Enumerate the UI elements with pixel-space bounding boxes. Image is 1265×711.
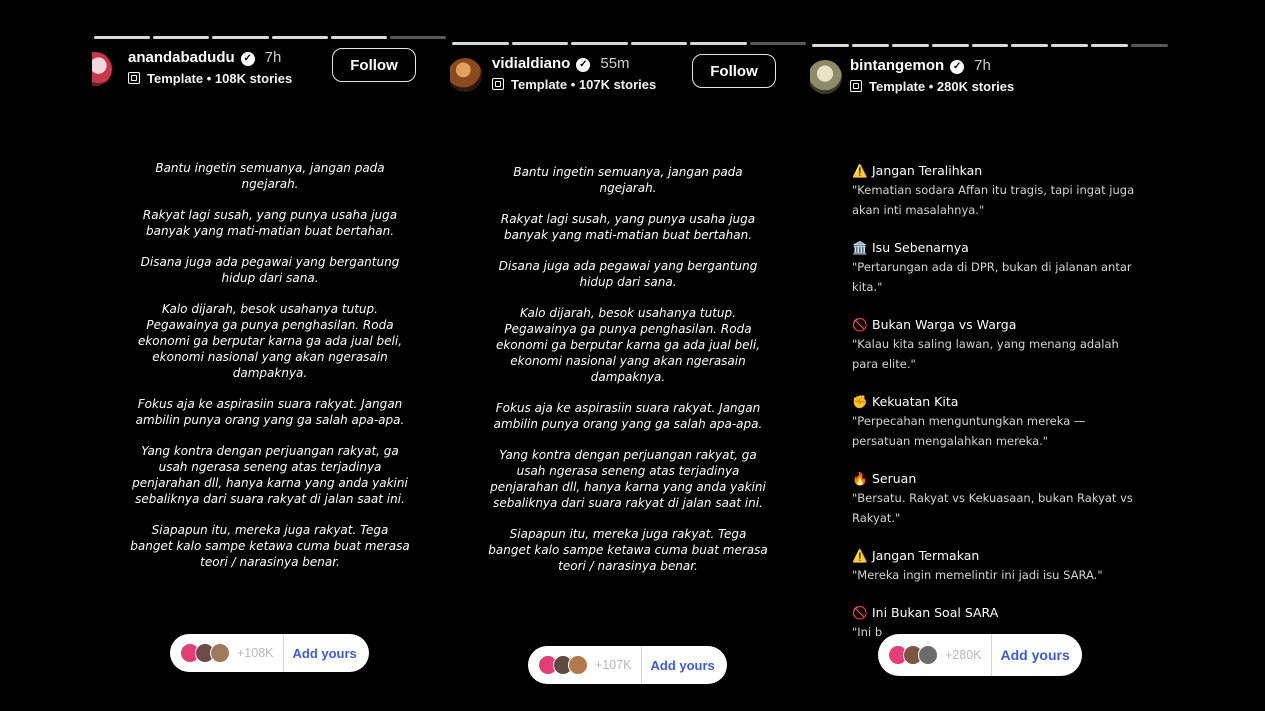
participant-avatars bbox=[170, 643, 230, 663]
story-paragraph: Kalo dijarah, besok usahanya tutup. Pegawainya ga punya penghasilan. Roda ekonomi ga berputar karna ga ada jual beli, ekonomi nasional yang akan ngerasain dampaknya. bbox=[495, 306, 761, 384]
item-quote: "Pertarungan ada di DPR, bukan di jalanan antar kita." bbox=[852, 260, 1132, 294]
story-progress-bars bbox=[812, 44, 1168, 47]
building-icon: 🏛️ bbox=[852, 240, 868, 255]
avatar bbox=[210, 643, 230, 663]
item-title: Jangan Termakan bbox=[872, 548, 980, 563]
participant-count: +280K bbox=[945, 648, 982, 662]
template-icon bbox=[128, 72, 140, 84]
username-text: bintangemon bbox=[850, 57, 945, 74]
post-time: 7h bbox=[264, 49, 282, 66]
story-text bbox=[450, 164, 806, 589]
template-meta: Template • 107K stories bbox=[511, 77, 657, 92]
story-paragraph: Bantu ingetin semuanya, jangan pada ngejarah. bbox=[513, 165, 743, 195]
story-paragraph: Yang kontra dengan perjuangan rakyat, ga usah ngerasa seneng atas terjadinya penjarahan dll, hanya karna yang anda yakini sebaliknya dari suara rakyat di jalan saat ini. bbox=[132, 444, 408, 506]
template-icon bbox=[492, 78, 504, 90]
story-progress-bars bbox=[452, 42, 806, 45]
follow-button[interactable]: Follow bbox=[692, 54, 776, 88]
username[interactable] bbox=[128, 49, 281, 66]
story-paragraph: Kalo dijarah, besok usahanya tutup. Pegawainya ga punya penghasilan. Roda ekonomi ga berputar karna ga ada jual beli, ekonomi nasional yang akan ngerasain dampaknya. bbox=[137, 302, 403, 380]
prohibited-icon: 🚫 bbox=[852, 317, 868, 332]
add-yours-button[interactable]: Add yours bbox=[292, 645, 357, 661]
list-item bbox=[852, 239, 1142, 297]
list-item bbox=[852, 547, 1142, 585]
verified-badge-icon: ✓ bbox=[241, 52, 255, 66]
list-item bbox=[852, 393, 1142, 451]
follow-button[interactable]: Follow bbox=[332, 48, 416, 82]
story-header bbox=[92, 44, 448, 92]
avatar[interactable] bbox=[450, 58, 482, 92]
story-paragraph: Fokus aja ke aspirasiin suara rakyat. Jangan ambilin punya orang yang ga salah apa-apa. bbox=[493, 401, 763, 431]
username-text: vidialdiano bbox=[492, 55, 571, 72]
story-list bbox=[852, 162, 1142, 661]
story-paragraph: Disana juga ada pegawai yang bergantung hidup dari sana. bbox=[498, 259, 758, 289]
list-item bbox=[852, 162, 1142, 220]
story-text bbox=[92, 160, 448, 585]
item-quote: "Mereka ingin memelintir ini jadi isu SARA." bbox=[852, 568, 1103, 582]
story-header bbox=[810, 52, 1170, 100]
username-text: anandabadudu bbox=[128, 49, 235, 66]
item-title: Ini Bukan Soal SARA bbox=[872, 605, 999, 620]
add-yours-sticker[interactable] bbox=[528, 646, 727, 684]
add-yours-button[interactable]: Add yours bbox=[1000, 647, 1070, 663]
item-title: Jangan Teralihkan bbox=[872, 163, 983, 178]
story-paragraph: Siapapun itu, mereka juga rakyat. Tega banget kalo sampe ketawa cuma buat merasa teori / narasinya benar. bbox=[488, 527, 768, 573]
participant-avatars bbox=[878, 645, 938, 665]
item-quote: "Kematian sodara Affan itu tragis, tapi ingat juga akan inti masalahnya." bbox=[852, 183, 1135, 217]
story-paragraph: Rakyat lagi susah, yang punya usaha juga banyak yang mati-matian buat bertahan. bbox=[142, 208, 398, 238]
story-paragraph: Yang kontra dengan perjuangan rakyat, ga usah ngerasa seneng atas terjadinya penjarahan dll, hanya karna yang anda yakini sebaliknya dari suara rakyat di jalan saat ini. bbox=[490, 448, 766, 510]
warning-icon: ⚠️ bbox=[852, 163, 868, 178]
verified-badge-icon: ✓ bbox=[576, 58, 590, 72]
story-panel-bintangemon[interactable] bbox=[810, 44, 1170, 694]
avatar[interactable] bbox=[92, 52, 112, 86]
template-info[interactable] bbox=[850, 79, 1014, 94]
add-yours-sticker[interactable] bbox=[878, 634, 1082, 676]
warning-icon: ⚠️ bbox=[852, 548, 868, 563]
prohibited-icon: 🚫 bbox=[852, 605, 868, 620]
template-info[interactable] bbox=[128, 71, 292, 86]
story-paragraph: Fokus aja ke aspirasiin suara rakyat. Jangan ambilin punya orang yang ga salah apa-apa. bbox=[135, 397, 405, 427]
story-header bbox=[450, 50, 808, 98]
fire-icon: 🔥 bbox=[852, 471, 868, 486]
avatar bbox=[568, 655, 588, 675]
story-paragraph: Bantu ingetin semuanya, jangan pada ngejarah. bbox=[155, 161, 385, 191]
list-item bbox=[852, 316, 1142, 374]
item-quote: "Perpecahan menguntungkan mereka — persatuan mengalahkan mereka." bbox=[852, 414, 1086, 448]
item-title: Kekuatan Kita bbox=[872, 394, 959, 409]
item-title: Bukan Warga vs Warga bbox=[872, 317, 1017, 332]
story-paragraph: Disana juga ada pegawai yang bergantung hidup dari sana. bbox=[140, 255, 400, 285]
fist-icon: ✊ bbox=[852, 394, 868, 409]
item-quote: "Kalau kita saling lawan, yang menang adalah para elite." bbox=[852, 337, 1119, 371]
add-yours-sticker[interactable] bbox=[170, 634, 369, 672]
item-title: Seruan bbox=[872, 471, 917, 486]
participant-avatars bbox=[528, 655, 588, 675]
participant-count: +108K bbox=[237, 646, 274, 660]
item-quote: "Ini b bbox=[852, 625, 883, 639]
verified-badge-icon: ✓ bbox=[950, 60, 964, 74]
story-panel-anandabadudu[interactable] bbox=[92, 36, 448, 686]
list-item bbox=[852, 470, 1142, 528]
participant-count: +107K bbox=[595, 658, 632, 672]
avatar bbox=[918, 645, 938, 665]
post-time: 55m bbox=[600, 55, 630, 72]
avatar[interactable] bbox=[810, 60, 842, 94]
username[interactable] bbox=[492, 55, 630, 72]
username[interactable] bbox=[850, 57, 991, 74]
template-meta: Template • 280K stories bbox=[869, 79, 1015, 94]
template-icon bbox=[850, 80, 862, 92]
template-meta: Template • 108K stories bbox=[147, 71, 293, 86]
add-yours-button[interactable]: Add yours bbox=[650, 657, 715, 673]
story-paragraph: Rakyat lagi susah, yang punya usaha juga banyak yang mati-matian buat bertahan. bbox=[500, 212, 756, 242]
item-quote: "Bersatu. Rakyat vs Kekuasaan, bukan Rakyat vs Rakyat." bbox=[852, 491, 1133, 525]
story-paragraph: Siapapun itu, mereka juga rakyat. Tega banget kalo sampe ketawa cuma buat merasa teori / narasinya benar. bbox=[130, 523, 410, 569]
item-title: Isu Sebenarnya bbox=[872, 240, 969, 255]
template-info[interactable] bbox=[492, 77, 656, 92]
post-time: 7h bbox=[974, 57, 991, 74]
story-panel-vidialdiano[interactable] bbox=[450, 42, 808, 692]
story-progress-bars bbox=[94, 36, 446, 39]
